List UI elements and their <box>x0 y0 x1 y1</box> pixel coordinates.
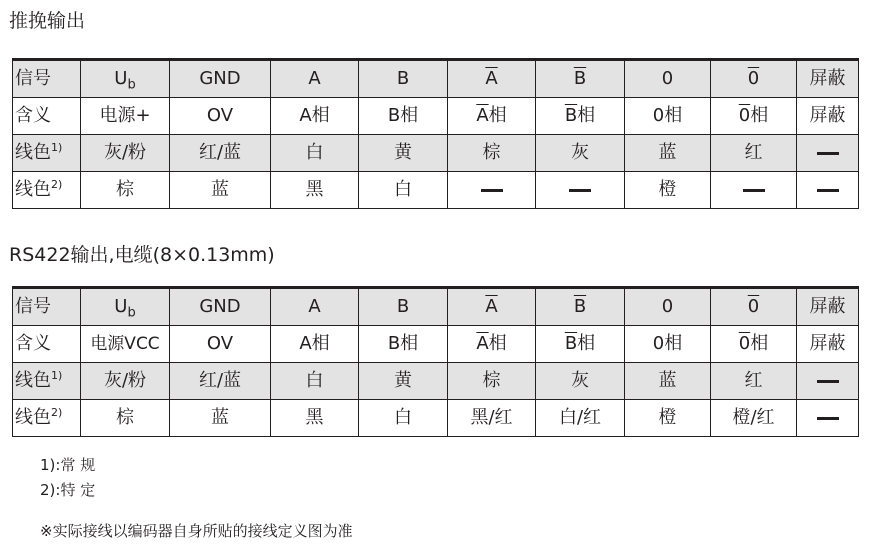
table-cell: 蓝 <box>170 400 271 437</box>
row-label-meaning: 含义 <box>13 326 81 363</box>
table-cell: 0相 <box>711 326 797 363</box>
table-cell: 黑 <box>271 400 359 437</box>
table-cell: 0相 <box>625 98 711 135</box>
table-cell: 0相 <box>711 98 797 135</box>
table-cell: A相 <box>271 98 359 135</box>
table-cell <box>797 135 859 172</box>
dash-icon <box>817 189 839 192</box>
cell-b: B <box>359 288 448 326</box>
table-cell: 黄 <box>359 135 448 172</box>
table-cell: 灰/粉 <box>81 135 170 172</box>
section-title-push-pull: 推挽输出 <box>9 10 86 32</box>
cell-ub: $U_b$ <box>81 288 170 326</box>
table-cell: 白 <box>359 400 448 437</box>
dash-icon <box>481 189 503 192</box>
table-cell: 棕 <box>81 172 170 209</box>
table-row-signal <box>13 60 859 98</box>
table-row-color-standard <box>13 363 859 400</box>
table-cell: 白 <box>359 172 448 209</box>
table-cell: 红 <box>711 363 797 400</box>
table-cell: 红 <box>711 135 797 172</box>
table-cell: 黑/红 <box>448 400 536 437</box>
cell-zero-inverted: 0 <box>711 288 797 326</box>
table-cell <box>797 363 859 400</box>
cell-zero: 0 <box>625 288 711 326</box>
cell-ub: $U_b$ <box>81 60 170 98</box>
dash-icon <box>569 189 591 192</box>
dash-icon <box>817 152 839 155</box>
row-label-color: 线色$^{2)}$ <box>13 400 81 437</box>
cell-a: A <box>271 60 359 98</box>
table-cell: $\overline{A}$相 <box>448 98 536 135</box>
table-cell: 屏蔽 <box>797 326 859 363</box>
cell-shield: 屏蔽 <box>797 60 859 98</box>
table-cell: $\overline{B}$相 <box>536 98 625 135</box>
dash-icon <box>817 380 839 383</box>
table-cell: A相 <box>271 326 359 363</box>
table-cell: 黑 <box>271 172 359 209</box>
footnote-special: 2):特 定 <box>40 481 96 499</box>
table-cell: 棕 <box>81 400 170 437</box>
table-row-color-standard <box>13 135 859 172</box>
row-label-signal: 信号 <box>13 60 81 98</box>
table-cell: 橙 <box>625 172 711 209</box>
table-cell: 棕 <box>448 363 536 400</box>
row-label-color: 线色$^{1)}$ <box>13 363 81 400</box>
section-title-rs422: RS422输出,电缆(8×0.13mm) <box>9 244 275 266</box>
table-cell: 蓝 <box>170 172 271 209</box>
footnote-standard: 1):常 规 <box>40 456 96 474</box>
table-cell: 屏蔽 <box>797 98 859 135</box>
wiring-table-push-pull <box>12 58 859 209</box>
table-cell: 灰 <box>536 135 625 172</box>
wiring-table-rs422 <box>12 286 859 437</box>
table-cell: 白/红 <box>536 400 625 437</box>
table-cell: 灰 <box>536 363 625 400</box>
cell-b-inverted: $\overline{B}$ <box>536 288 625 326</box>
table-cell: 红/蓝 <box>170 363 271 400</box>
table-cell: 橙/红 <box>711 400 797 437</box>
cell-b: B <box>359 60 448 98</box>
cell-a-inverted: $\overline{A}$ <box>448 60 536 98</box>
table-cell: OV <box>170 326 271 363</box>
cell-a: A <box>271 288 359 326</box>
table-cell: $\overline{A}$相 <box>448 326 536 363</box>
table-cell: 0相 <box>625 326 711 363</box>
table-cell: 蓝 <box>625 135 711 172</box>
table-cell <box>448 172 536 209</box>
table-cell: 白 <box>271 363 359 400</box>
table-cell: 红/蓝 <box>170 135 271 172</box>
cell-shield: 屏蔽 <box>797 288 859 326</box>
dash-icon <box>817 417 839 420</box>
table-row-color-special <box>13 172 859 209</box>
table-cell: 灰/粉 <box>81 363 170 400</box>
table-cell <box>797 172 859 209</box>
row-label-color: 线色$^{2)}$ <box>13 172 81 209</box>
table-row-color-special <box>13 400 859 437</box>
wiring-note: ※实际接线以编码器自身所贴的接线定义图为准 <box>40 522 353 540</box>
row-label-signal: 信号 <box>13 288 81 326</box>
table-cell <box>797 400 859 437</box>
cell-a-inverted: $\overline{A}$ <box>448 288 536 326</box>
table-cell: B相 <box>359 326 448 363</box>
row-label-meaning: 含义 <box>13 98 81 135</box>
table-cell: 棕 <box>448 135 536 172</box>
cell-zero-inverted: 0 <box>711 60 797 98</box>
table-cell: 蓝 <box>625 363 711 400</box>
table-cell: 电源VCC <box>81 326 170 363</box>
dash-icon <box>743 189 765 192</box>
table-cell: 橙 <box>625 400 711 437</box>
table-cell: B相 <box>359 98 448 135</box>
table-row-meaning <box>13 98 859 135</box>
row-label-color: 线色$^{1)}$ <box>13 135 81 172</box>
cell-gnd: GND <box>170 288 271 326</box>
cell-b-inverted: $\overline{B}$ <box>536 60 625 98</box>
table-cell: 黄 <box>359 363 448 400</box>
table-cell <box>711 172 797 209</box>
table-cell: 白 <box>271 135 359 172</box>
table-row-meaning <box>13 326 859 363</box>
cell-gnd: GND <box>170 60 271 98</box>
table-cell: $\overline{B}$相 <box>536 326 625 363</box>
table-row-signal <box>13 288 859 326</box>
table-cell: 电源+ <box>81 98 170 135</box>
cell-zero: 0 <box>625 60 711 98</box>
table-cell <box>536 172 625 209</box>
table-cell: OV <box>170 98 271 135</box>
